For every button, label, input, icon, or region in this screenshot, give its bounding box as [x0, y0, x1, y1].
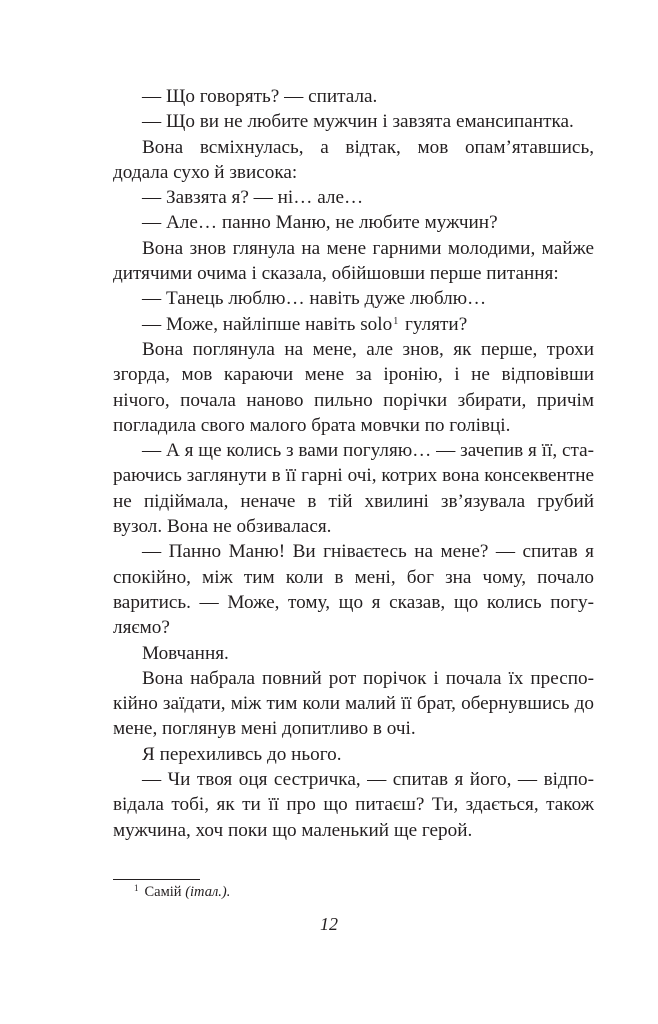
paragraph: — Чи твоя оця сестричка, — спитав я його, — відповідала тобі, як ти її про що питаєш? Ти, здається, також мужчина, хоч поки що маленький ще герой.: [113, 769, 594, 841]
paragraph: — Що говорять? — спитала.: [142, 86, 378, 107]
page-number: 12: [320, 914, 338, 934]
footnote-divider: [113, 879, 200, 880]
paragraph: Я перехиливсь до нього.: [142, 743, 342, 765]
paragraph: — Але… панно Маню, не любите мужчин?: [142, 212, 498, 234]
paragraph: Мовчання.: [142, 642, 229, 664]
paragraph: Вона знов глянула на мене гарними молодими, майже дитячими очима і сказала, обійшовши перше питання:: [113, 237, 594, 285]
paragraph: — Панно Маню! Ви гніваєтесь на мене? — спитав я спокійно, між тим коли в мені, бог зна чому, почало варитись. — Може, тому, що я сказав, що колись погуляємо?: [113, 541, 594, 639]
paragraph: — Завзята я? — ні… але…: [142, 187, 364, 209]
paragraph: — Танець люблю… навіть дуже люблю…: [142, 288, 487, 310]
footnote-note: (італ.).: [185, 884, 231, 900]
paragraph: — А я ще колись з вами погуляю… — зачепив я її, стараючись заглянути в її гарні очі, котрих вона консеквентне не підіймала, неначе в тій хвилині зв’язувала грубий вузол. Вона не обзивалася.: [113, 440, 594, 538]
paragraph-text: гуляти?: [400, 313, 468, 335]
paragraph: — Що ви не любите мужчин і завзята емансипантка.: [142, 111, 574, 133]
paragraph: Вона набрала повний рот порічок і почала їх преспокійно заїдати, між тим коли малий її брат, обернувшись до мене, поглянув мені допитливо в очі.: [113, 667, 594, 740]
paragraph: Вона поглянула на мене, але знов, як перше, трохи згорда, мов караючи мене за іронію, і не відповівши нічого, почала наново пильно порічки збирати, причім погладила свого малого брата мовчки по голівці.: [113, 338, 594, 436]
main-text: [113, 84, 594, 843]
paragraph-with-footnote-ref: [113, 312, 594, 337]
paragraph-text: — Може, найліпше навіть solo: [142, 313, 393, 335]
footnote-text: Самій: [144, 884, 186, 900]
footnote: [134, 882, 230, 902]
footnote-marker: 1: [134, 882, 139, 893]
paragraph: Вона всміхнулась, а відтак, мов опам’ятавшись, додала сухо й звисока:: [113, 136, 594, 183]
footnote-reference: 1: [393, 316, 399, 328]
